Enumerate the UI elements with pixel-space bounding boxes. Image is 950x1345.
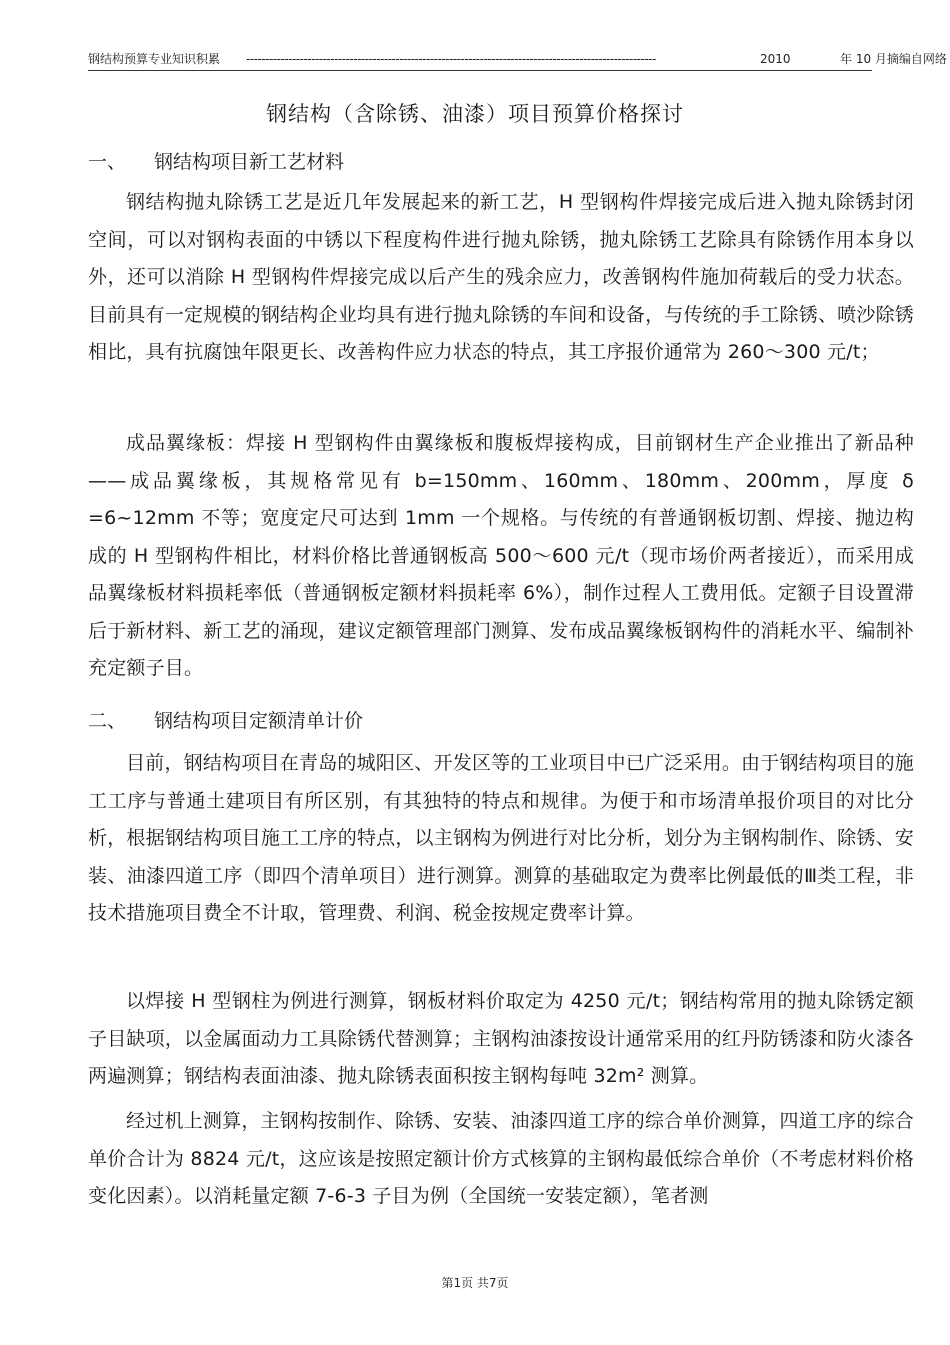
header-left-text: 钢结构预算专业知识积累 [88, 52, 221, 66]
section-heading-2 [88, 704, 363, 738]
header-right-text: 年 10 月摘编自网络 [840, 52, 947, 66]
paragraph-1: 钢结构抛丸除锈工艺是近几年发展起来的新工艺，H 型钢构件焊接完成后进入抛丸除锈封闭空间，可以对钢构表面的中锈以下程度构件进行抛丸除锈，抛丸除锈工艺除具有除锈作用本身以外，还可以消除 H 型钢构件焊接完成以后产生的残余应力，改善钢构件施加荷载后的受力状态。目前具有一定规模的钢结构企业均具有进行抛丸除锈的车间和设备，与传统的手工除锈、喷沙除锈相比，具有抗腐蚀年限更长、改善构件应力状态的特点，其工序报价通常为 260～300 元/t； [88, 191, 914, 363]
section-number: 二、 [88, 710, 127, 732]
document-title: 钢结构（含除锈、油漆）项目预算价格探讨 [266, 102, 684, 126]
paragraph-5: 经过机上测算，主钢构按制作、除锈、安装、油漆四道工序的综合单价测算，四道工序的综合单价合计为 8824 元/t，这应该是按照定额计价方式核算的主钢构最低综合单价（不考虑材料价格变化因素）。以消耗量定额 7-6-3 子目为例（全国统一安装定额），笔者测 [88, 1110, 914, 1207]
paragraph-4: 以焊接 H 型钢柱为例进行测算，钢板材料价取定为 4250 元/t；钢结构常用的抛丸除锈定额子目缺项，以金属面动力工具除锈代替测算；主钢构油漆按设计通常采用的红丹防锈漆和防火漆各两遍测算；钢结构表面油漆、抛丸除锈表面积按主钢构每吨 32m² 测算。 [88, 990, 914, 1087]
page-footer: 第1页 共7页 [441, 1276, 509, 1290]
header-dash-line: ----------------------------------------------------------------------------------------------------------- [246, 52, 656, 66]
header-year: 2010 [760, 52, 791, 66]
page-header [88, 50, 947, 71]
section-number: 一、 [88, 151, 127, 173]
section-title: 钢结构项目定额清单计价 [154, 710, 364, 732]
paragraph-2: 成品翼缘板：焊接 H 型钢构件由翼缘板和腹板焊接构成，目前钢材生产企业推出了新品种——成品翼缘板，其规格常见有 b=150mm、160mm、180mm、200mm，厚度 δ =6~12mm 不等；宽度定尺可达到 1mm 一个规格。与传统的有普通钢板切割、焊接、抛边构成的 H 型钢构件相比，材料价格比普通钢板高 500～600 元/t（现市场价两者接近），而采用成品翼缘板材料损耗率低（普通钢板定额材料损耗率 6%），制作过程人工费用低。定额子目设置滞后于新材料、新工艺的涌现，建议定额管理部门测算、发布成品翼缘板钢构件的消耗水平、编制补充定额子目。 [88, 432, 914, 679]
section-heading-1 [88, 145, 344, 179]
section-title: 钢结构项目新工艺材料 [154, 151, 345, 173]
paragraph-3: 目前，钢结构项目在青岛的城阳区、开发区等的工业项目中已广泛采用。由于钢结构项目的施工工序与普通土建项目有所区别，有其独特的特点和规律。为便于和市场清单报价项目的对比分析，根据钢结构项目施工工序的特点，以主钢构为例进行对比分析，划分为主钢构制作、除锈、安装、油漆四道工序（即四个清单项目）进行测算。测算的基础取定为费率比例最低的Ⅲ类工程，非技术措施项目费全不计取，管理费、利润、税金按规定费率计算。 [88, 752, 914, 924]
